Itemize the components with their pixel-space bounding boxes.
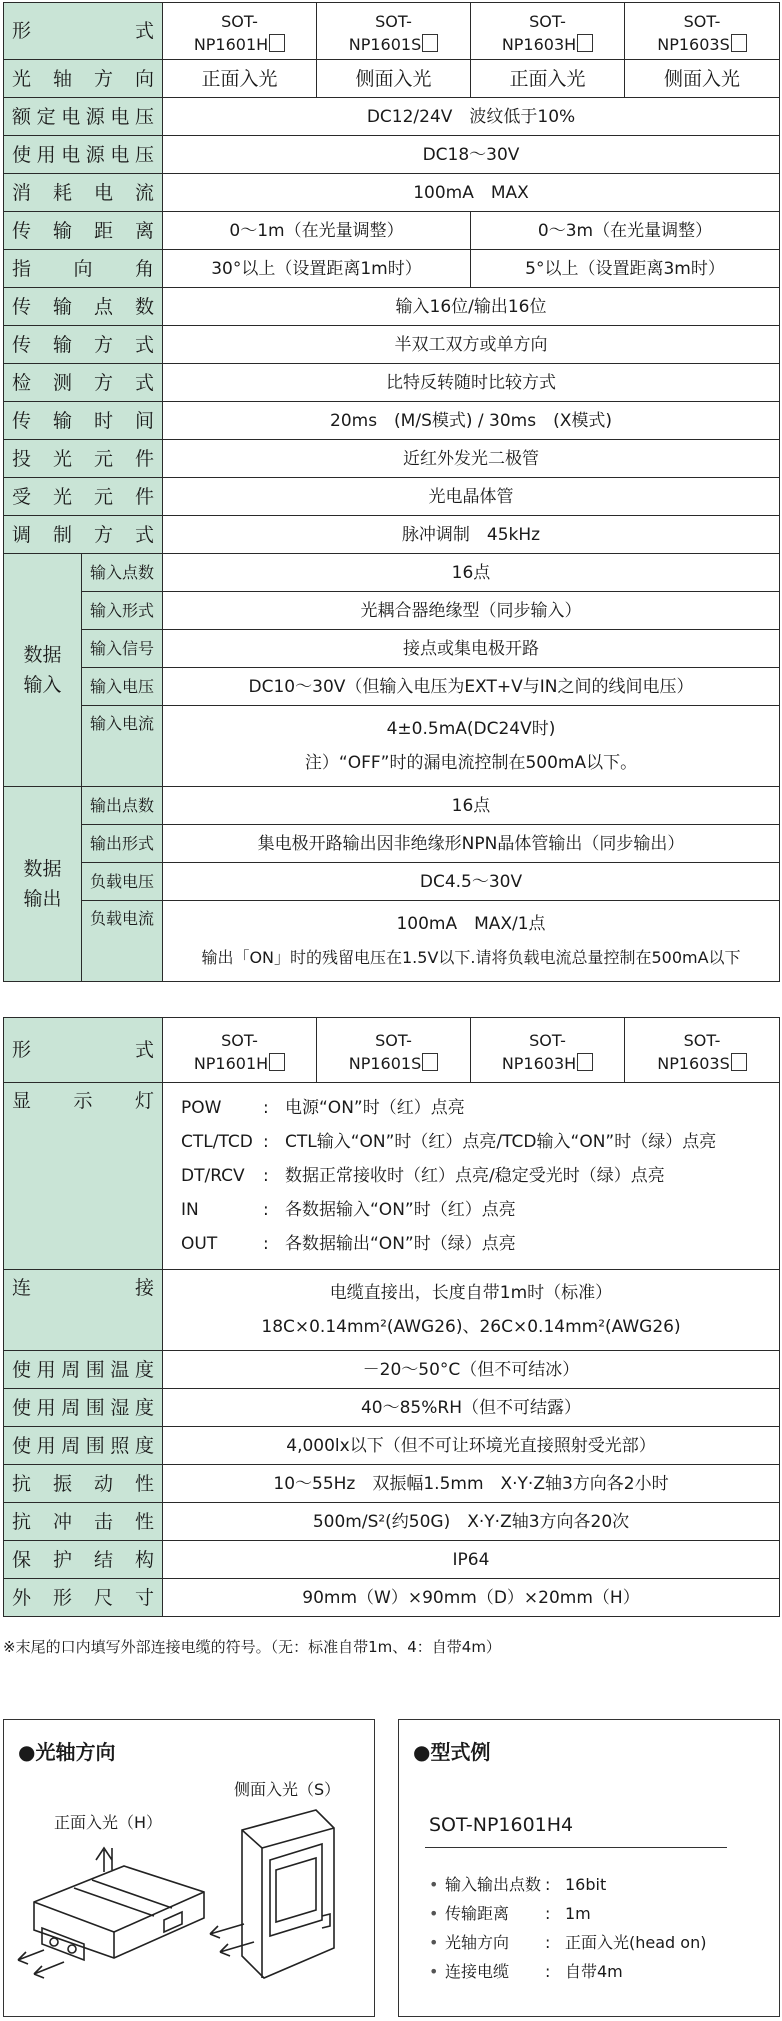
data-output-group: [4, 787, 82, 982]
connect-label: 连 接: [4, 1270, 163, 1351]
out-voltage-label: 负载电压: [82, 863, 163, 901]
example-item: • 传输距离 : 1m: [429, 1904, 591, 1923]
model-2-3: [471, 1018, 625, 1083]
example-item: • 连接电缆 : 自带4m: [429, 1962, 623, 1981]
emitter-label: 投 光 元 件: [4, 440, 163, 478]
points-value: 输入16位/输出16位: [163, 288, 780, 326]
form-row: [4, 3, 780, 60]
cable-code-box: [269, 34, 285, 52]
points-label: 传 输 点 数: [4, 288, 163, 326]
front-label: 正面入光（H）: [54, 1813, 163, 1832]
shock-label: 抗 冲 击 性: [4, 1503, 163, 1541]
angle-label: 指 向 角: [4, 250, 163, 288]
lights-cell: [163, 1083, 780, 1270]
form-label: [4, 3, 163, 60]
model-2-4-text: SOT- NP1603S: [625, 1029, 779, 1075]
out-current-cell: [163, 901, 780, 982]
detect-label: 检 测 方 式: [4, 364, 163, 402]
rated-voltage-label: 额 定 电 源 电 压: [4, 98, 163, 136]
distance-value-2: 0～3m（在光量调整）: [471, 212, 780, 250]
in-current-value: 4±0.5mA(DC24V时): [386, 719, 556, 739]
light-item: POW : 电源“ON”时（红）点亮: [181, 1098, 465, 1118]
footnote: ※末尾的口内填写外部连接电缆的符号。（无：标准自带1m、4：自带4m）: [3, 1638, 501, 1656]
example-divider: [425, 1847, 727, 1848]
data-input-group-text: 数据输入: [23, 644, 62, 696]
axis-label-text: 光 轴 方 向: [12, 67, 154, 90]
current-value: 100mA MAX: [163, 174, 780, 212]
humidity-label: 使 用 周 围 湿 度: [4, 1389, 163, 1427]
angle-value-1: 30°以上（设置距离1m时）: [163, 250, 471, 288]
axis-label: [4, 60, 163, 98]
model-1-text: SOT- NP1601H: [163, 10, 316, 56]
receiver-value: 光电晶体管: [163, 478, 780, 516]
sensor-illustration: [4, 1720, 374, 2016]
modulation-label: 调 制 方 式: [4, 516, 163, 554]
out-form-value: 集电极开路输出因非绝缘形NPN晶体管输出（同步输出）: [163, 825, 780, 863]
time-label: 传 输 时 间: [4, 402, 163, 440]
data-output-group-text: 数据输出: [23, 858, 62, 910]
spec-table-2: [3, 1017, 780, 1617]
dimension-label: 外 形 尺 寸: [4, 1579, 163, 1617]
in-current-label: 输入电流: [82, 706, 163, 787]
modulation-value: 脉冲调制 45kHz: [163, 516, 780, 554]
current-label: 消 耗 电 流: [4, 174, 163, 212]
in-signal-label: 输入信号: [82, 630, 163, 668]
example-item: • 输入输出点数 : 16bit: [429, 1875, 607, 1894]
temp-value: －20～50°C（但不可结冰）: [163, 1351, 780, 1389]
connect-line-1: 电缆直接出，长度自带1m时（标准）: [329, 1283, 613, 1303]
distance-label: 传 输 距 离: [4, 212, 163, 250]
distance-value-1: 0～1m（在光量调整）: [163, 212, 471, 250]
form-label-text: [12, 21, 154, 41]
model-3: [471, 3, 625, 60]
model-example-panel: [398, 1719, 780, 2017]
front-sensor: [18, 1848, 204, 1978]
angle-value-2: 5°以上（设置距离3m时）: [471, 250, 780, 288]
in-form-label: 输入形式: [82, 592, 163, 630]
example-panel-title: ●型式例: [413, 1740, 491, 1764]
protection-value: IP64: [163, 1541, 780, 1579]
in-form-value: 光耦合器绝缘型（同步输入）: [163, 592, 780, 630]
in-signal-value: 接点或集电极开路: [163, 630, 780, 668]
model-2-2-text: SOT- NP1601S: [317, 1029, 470, 1075]
axis-value-2: 侧面入光: [317, 60, 471, 98]
cable-code-box: [577, 34, 593, 52]
side-sensor: [210, 1810, 334, 1978]
model-4-text: SOT- NP1603S: [625, 10, 779, 56]
out-current-note: 输出「ON」时的残留电压在1.5V以下.请将负载电流总量控制在500mA以下: [201, 948, 741, 967]
form-label-2: 形 式: [4, 1018, 163, 1083]
in-points-value: 16点: [163, 554, 780, 592]
model-2-text: SOT- NP1601S: [317, 10, 470, 56]
model-4: [625, 3, 780, 60]
model-2-1: [163, 1018, 317, 1083]
temp-label: 使 用 周 围 温 度: [4, 1351, 163, 1389]
cable-code-box: [731, 1053, 747, 1071]
axis-row: [4, 60, 780, 98]
out-voltage-value: DC4.5～30V: [163, 863, 780, 901]
shock-value: 500m/S²(约50G) X·Y·Z轴3方向各20次: [163, 1503, 780, 1541]
side-label: 侧面入光（S）: [234, 1780, 341, 1799]
in-current-note: 注）“OFF”时的漏电流控制在500mA以下。: [304, 753, 638, 773]
light-item: OUT : 各数据输出“ON”时（绿）点亮: [181, 1234, 516, 1254]
rated-voltage-value: DC12/24V 波纹低于10%: [163, 98, 780, 136]
model-2: [317, 3, 471, 60]
form-label-char-1: 形: [12, 20, 32, 42]
in-points-label: 输入点数: [82, 554, 163, 592]
model-2-4: [625, 1018, 780, 1083]
light-item: DT/RCV : 数据正常接收时（红）点亮/稳定受光时（绿）点亮: [181, 1166, 665, 1186]
spec-table-1: [3, 2, 780, 982]
model-3-text: SOT- NP1603H: [471, 10, 624, 56]
protection-label: 保 护 结 构: [4, 1541, 163, 1579]
example-list: [429, 1870, 706, 1986]
data-input-group: [4, 554, 82, 787]
vibration-label: 抗 振 动 性: [4, 1465, 163, 1503]
model-2-2: [317, 1018, 471, 1083]
receiver-label: 受 光 元 件: [4, 478, 163, 516]
light-item: IN : 各数据输入“ON”时（红）点亮: [181, 1200, 516, 1220]
humidity-value: 40～85%RH（但不可结露）: [163, 1389, 780, 1427]
cable-code-box: [422, 34, 438, 52]
light-item: CTL/TCD : CTL输入“ON”时（红）点亮/TCD输入“ON”时（绿）点亮: [181, 1132, 717, 1152]
connect-line-2: 18C×0.14mm²(AWG26)、26C×0.14mm²(AWG26): [261, 1317, 681, 1337]
use-voltage-value: DC18～30V: [163, 136, 780, 174]
cable-code-box: [731, 34, 747, 52]
model-1: [163, 3, 317, 60]
illum-value: 4,000lx以下（但不可让环境光直接照射受光部）: [163, 1427, 780, 1465]
cable-code-box: [422, 1053, 438, 1071]
dimension-value: 90mm（W）×90mm（D）×20mm（H）: [163, 1579, 780, 1617]
mode-value: 半双工双方或单方向: [163, 326, 780, 364]
cable-code-box: [269, 1053, 285, 1071]
connect-cell: [163, 1270, 780, 1351]
out-points-value: 16点: [163, 787, 780, 825]
in-voltage-value: DC10～30V（但输入电压为EXT+V与IN之间的线间电压）: [163, 668, 780, 706]
out-points-label: 输出点数: [82, 787, 163, 825]
use-voltage-label: 使 用 电 源 电 压: [4, 136, 163, 174]
out-current-label: 负载电流: [82, 901, 163, 982]
axis-panel-title: ●光轴方向: [18, 1740, 116, 1764]
mode-label: 传 输 方 式: [4, 326, 163, 364]
model-2-3-text: SOT- NP1603H: [471, 1029, 624, 1075]
model-2-1-text: SOT- NP1601H: [163, 1029, 316, 1075]
example-item: • 光轴方向 : 正面入光(head on): [429, 1933, 707, 1952]
axis-value-4: 侧面入光: [625, 60, 780, 98]
cable-code-box: [577, 1053, 593, 1071]
axis-value-3: 正面入光: [471, 60, 625, 98]
axis-direction-panel: [3, 1719, 375, 2017]
time-value: 20ms (M/S模式) / 30ms (X模式): [163, 402, 780, 440]
vibration-value: 10～55Hz 双振幅1.5mm X·Y·Z轴3方向各2小时: [163, 1465, 780, 1503]
out-current-value: 100mA MAX/1点: [396, 914, 546, 934]
out-form-label: 输出形式: [82, 825, 163, 863]
example-code: SOT-NP1601H4: [429, 1814, 574, 1836]
lights-label: 显 示 灯: [4, 1083, 163, 1270]
form-label-char-2: 式: [134, 20, 154, 42]
emitter-value: 近红外发光二极管: [163, 440, 780, 478]
illum-label: 使 用 周 围 照 度: [4, 1427, 163, 1465]
in-voltage-label: 输入电压: [82, 668, 163, 706]
in-current-cell: [163, 706, 780, 787]
axis-value-1: 正面入光: [163, 60, 317, 98]
detect-value: 比特反转随时比较方式: [163, 364, 780, 402]
